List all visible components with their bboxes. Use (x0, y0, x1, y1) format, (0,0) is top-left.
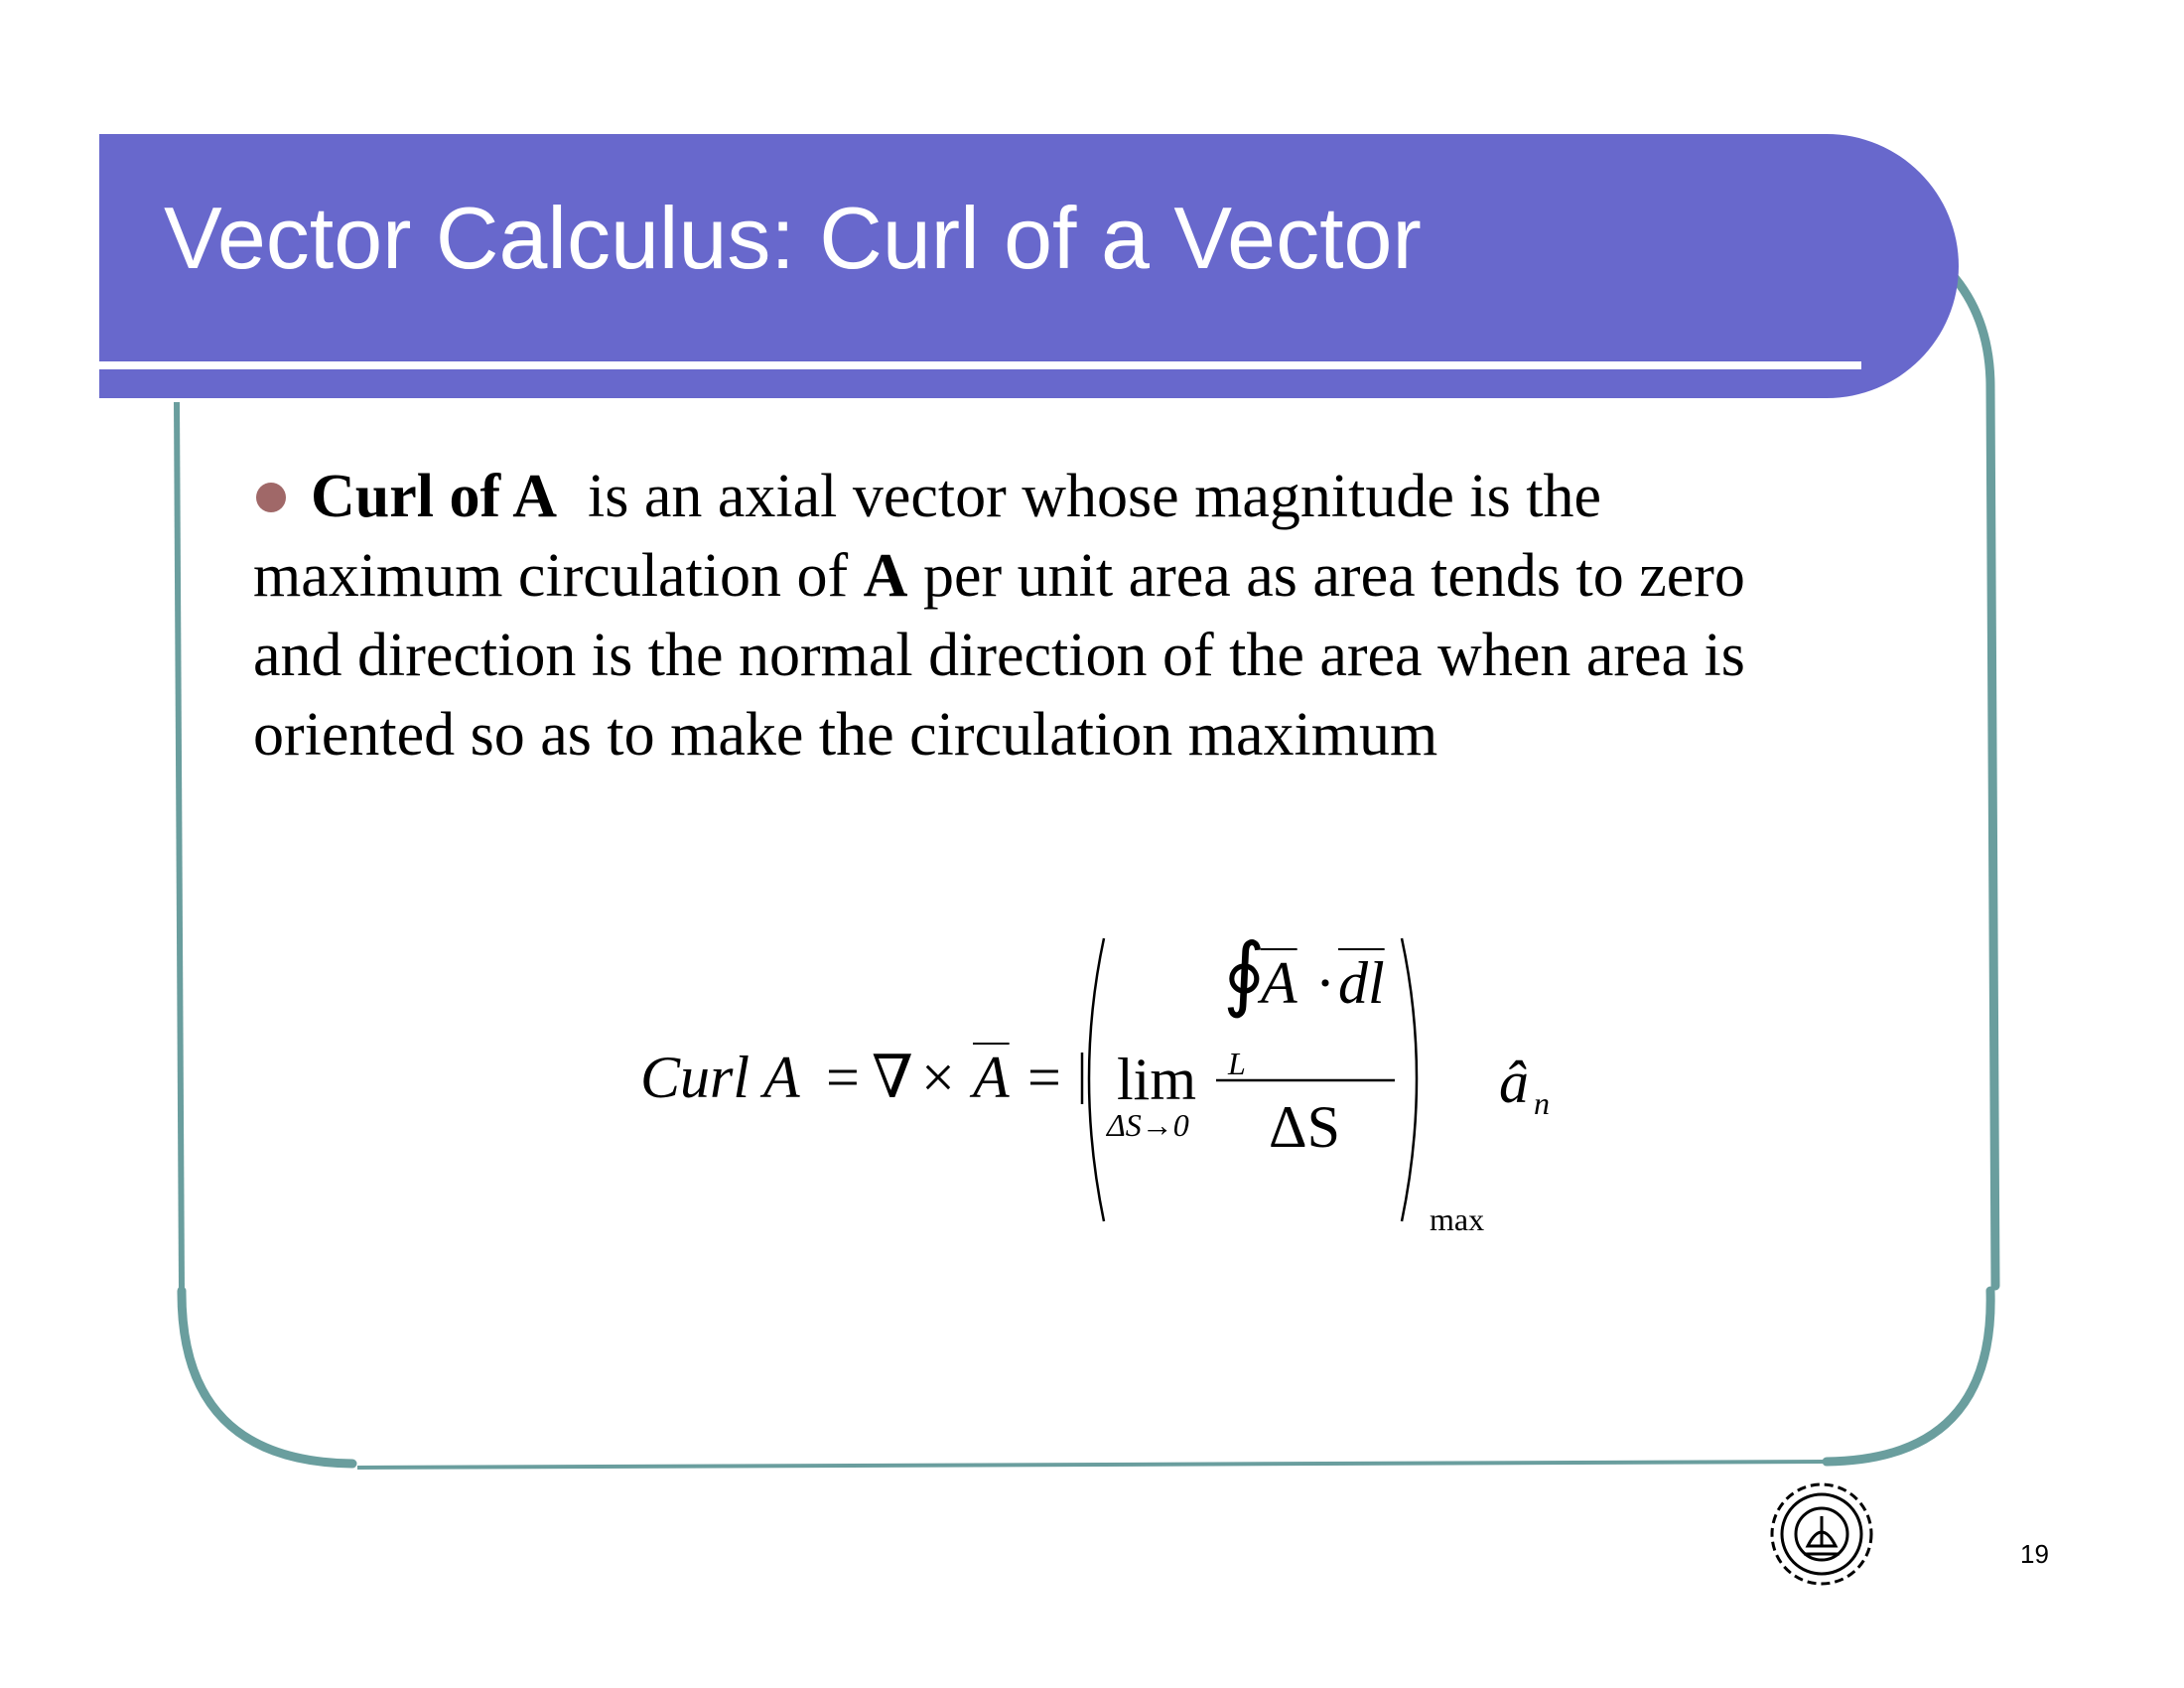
frame-bottom-edge (357, 1462, 1827, 1468)
bullet-line2-pre: maximum circulation of (253, 542, 864, 610)
contour-subscript: L (1228, 1046, 1246, 1081)
slide-title: Vector Calculus: Curl of a Vector (164, 189, 1422, 287)
max-label: max (1430, 1201, 1485, 1237)
bullet-text (253, 457, 1921, 774)
bullet-line4: oriented so as to make the circulation maximum (253, 701, 1438, 769)
equation-lhs: Curl A (640, 1045, 800, 1110)
equation-equals-2: = (1027, 1045, 1061, 1110)
limit-operator: lim (1117, 1047, 1197, 1112)
institute-logo-icon (1762, 1475, 1881, 1594)
bullet-bold-lead: Curl of A (311, 463, 557, 530)
big-paren-right (1402, 938, 1417, 1221)
slide-number: 19 (2020, 1539, 2049, 1569)
bullet-line2-bold: A (863, 542, 908, 610)
big-paren-left (1089, 938, 1104, 1221)
dot-operator: · (1315, 950, 1335, 1016)
frame-bottom-right-corner (1827, 1291, 1990, 1462)
integrand-dl: $\overline{dl}$ (1338, 950, 1385, 1016)
equation-equals-1: = (826, 1045, 860, 1110)
denominator-delta-s: ΔS (1269, 1094, 1340, 1160)
frame-right-edge (1951, 273, 1995, 1286)
bullet-line1: is an axial vector whose magnitude is the (588, 463, 1602, 530)
nabla-symbol: ∇ (872, 1045, 913, 1110)
bullet-line2-post: per unit area as area tends to zero (907, 542, 1745, 610)
contour-integral-symbol: ∮ (1223, 928, 1266, 1019)
frame-bottom-left-corner (182, 1291, 352, 1464)
unit-vector-subscript: n (1534, 1085, 1550, 1121)
frame-left-edge (177, 402, 182, 1291)
limit-subscript: ΔS→0 (1107, 1107, 1189, 1143)
integrand-a: $\overline{A}$ (1261, 950, 1297, 1016)
vector-a: $\overline{A}$ (973, 1045, 1010, 1110)
cross-symbol: × (921, 1045, 955, 1110)
bullet-line3: and direction is the normal direction of the area when area is (253, 622, 1745, 689)
unit-vector: â (1499, 1050, 1529, 1115)
